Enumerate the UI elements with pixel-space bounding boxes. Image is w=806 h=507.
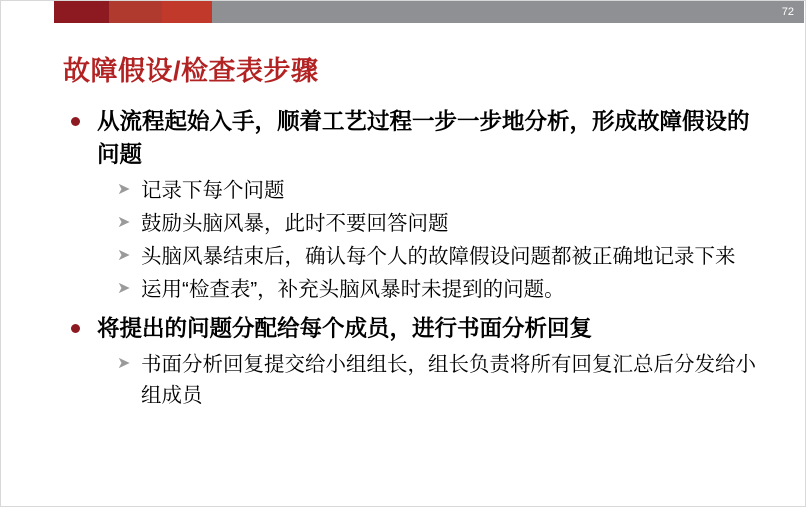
arrow-bullet-icon: ➤ (117, 247, 131, 264)
page-number: 72 (781, 6, 794, 18)
sub-bullet-group (63, 349, 763, 411)
arrow-bullet-icon: ➤ (117, 214, 131, 231)
bullet-level1-text: 从流程起始入手，顺着工艺过程一步一步地分析，形成故障假设的问题 (97, 109, 750, 167)
bullet-dot-icon (71, 324, 80, 333)
bullet-level2 (115, 208, 763, 239)
arrow-bullet-icon: ➤ (117, 280, 131, 297)
topbar-segment-dark-red (54, 1, 109, 23)
bullet-level1 (63, 312, 763, 345)
bullet-level1-text: 将提出的问题分配给每个成员，进行书面分析回复 (97, 316, 593, 341)
topbar-segment-red (109, 1, 162, 23)
page-title: 故障假设/检查表步骤 (63, 56, 319, 86)
bullet-dot-icon (71, 117, 80, 126)
topbar-segment-gray (212, 1, 804, 23)
bullet-level2 (115, 241, 763, 272)
bullet-level2-text: 记录下每个问题 (141, 179, 285, 202)
arrow-bullet-icon: ➤ (117, 355, 131, 372)
bullet-level1 (63, 105, 763, 171)
bullet-level2-text: 鼓励头脑风暴，此时不要回答问题 (141, 212, 449, 235)
decorative-top-bar (1, 1, 806, 23)
slide-content (63, 105, 763, 413)
topbar-segment-light-red (162, 1, 212, 23)
bullet-level2-text: 头脑风暴结束后，确认每个人的故障假设问题都被正确地记录下来 (141, 245, 736, 268)
arrow-bullet-icon: ➤ (117, 181, 131, 198)
sub-bullet-group (63, 175, 763, 305)
bullet-level2 (115, 349, 763, 411)
bullet-level2 (115, 274, 763, 305)
bullet-level2-text: 书面分析回复提交给小组组长，组长负责将所有回复汇总后分发给小组成员 (141, 353, 756, 407)
bullet-level2 (115, 175, 763, 206)
topbar-segment-white (1, 1, 54, 23)
bullet-level2-text: 运用“检查表”，补充头脑风暴时未提到的问题。 (141, 278, 565, 301)
